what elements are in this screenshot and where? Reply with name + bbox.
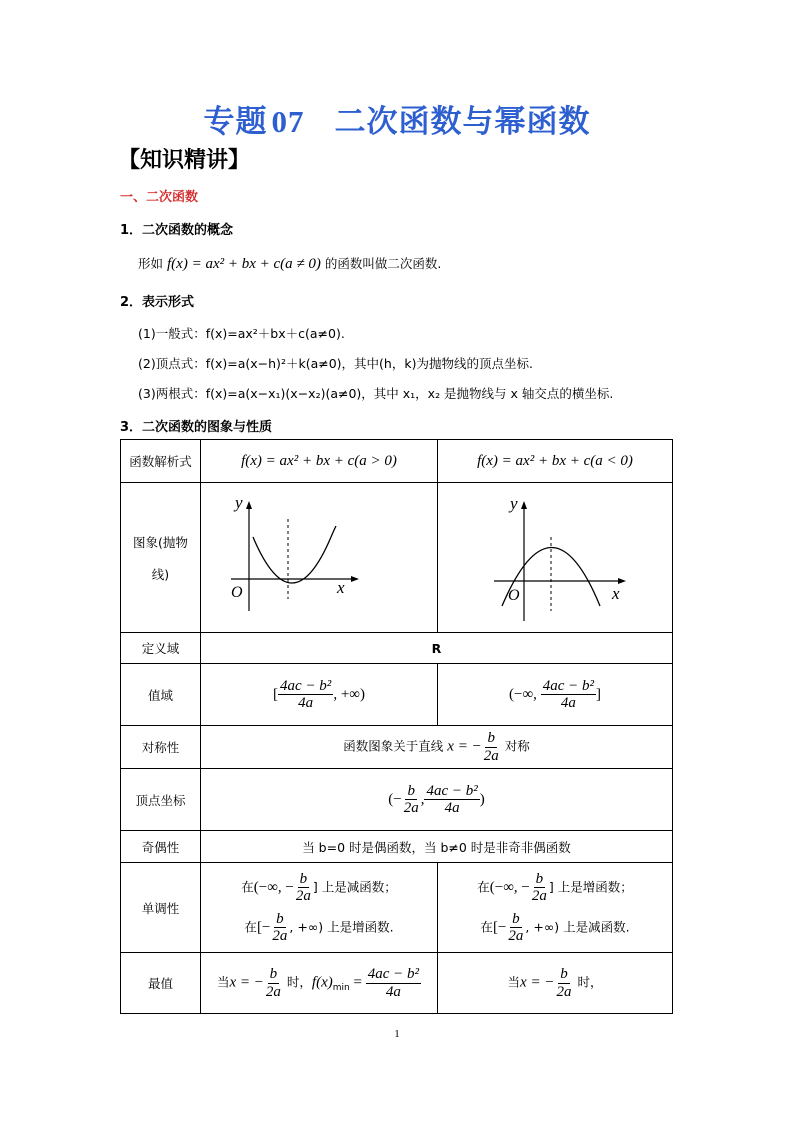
properties-table <box>120 439 673 1014</box>
func-neg: f(x) = ax² + bx + c(a < 0) <box>438 440 673 483</box>
domain-value: R <box>201 633 673 664</box>
page-title: 专题 07 二次函数与幂函数 <box>203 104 591 140</box>
row-label: 单调性 <box>121 863 201 953</box>
extreme-neg: 当x = − $\frac{b}{2a}$ 时， <box>438 953 673 1014</box>
parabola-up-graph <box>201 483 437 629</box>
heading-properties: 3．二次函数的图象与性质 <box>120 420 273 435</box>
parity-value: 当 b=0 时是偶函数，当 b≠0 时是非奇非偶函数 <box>201 831 673 863</box>
row-label: 奇偶性 <box>121 831 201 863</box>
range-neg: (−∞, $\frac{\text{4ac − b²}}{4a}$ ] <box>438 664 673 726</box>
table-row <box>121 633 673 664</box>
vertex-value: (− $\frac{b}{2a}$ , $\frac{\text{4ac − b²}}{4a}$ ) <box>201 769 673 831</box>
concept-text: 形如 f(x) = ax² + bx + c(a ≠ 0) 的函数叫做二次函数. <box>138 256 442 272</box>
part-heading: 一、二次函数 <box>120 190 199 205</box>
graph-pos-cell <box>201 483 438 633</box>
symmetry-value: 函数图象关于直线 x = − $\frac{b}{2a}$ 对称 <box>201 726 673 769</box>
parabola-down-graph <box>438 483 672 629</box>
row-label: 顶点坐标 <box>121 769 201 831</box>
row-label: 图象(抛物 线) <box>121 483 201 633</box>
row-label: 定义域 <box>121 633 201 664</box>
svg-text:O: O <box>231 584 243 601</box>
range-pos: [ $\frac{\text{4ac − b²}}{4a}$ , +∞) <box>201 664 438 726</box>
table-row <box>121 664 673 726</box>
heading-concept: 1．二次函数的概念 <box>120 223 234 238</box>
form-general: (1)一般式：f(x)=ax²＋bx＋c(a≠0). <box>138 326 345 341</box>
svg-text:O: O <box>508 587 520 604</box>
graph-neg-cell <box>438 483 673 633</box>
heading-forms: 2．表示形式 <box>120 295 195 310</box>
row-label: 对称性 <box>121 726 201 769</box>
svg-text:y: y <box>235 493 243 512</box>
svg-text:x: x <box>337 578 345 597</box>
table-row <box>121 953 673 1014</box>
page-number: 1 <box>394 1028 400 1040</box>
extreme-pos: 当x = − $\frac{b}{2a}$ 时，$f(x)_{min}$ = $\frac{\text{4ac − b²}}{4a}$ <box>201 953 438 1014</box>
row-label: 函数解析式 <box>121 440 201 483</box>
row-label: 值域 <box>121 664 201 726</box>
table-row <box>121 863 673 953</box>
mono-neg: 在(−∞, − $\frac{b}{2a}$ ] 上是增函数； 在[− $\frac{b}{2a}$ , +∞) 上是减函数. <box>438 863 673 953</box>
svg-text:x: x <box>612 584 620 603</box>
table-row <box>121 769 673 831</box>
mono-pos: 在(−∞, − $\frac{b}{2a}$ ] 上是减函数； 在[− $\frac{b}{2a}$ , +∞) 上是增函数. <box>201 863 438 953</box>
section-heading: 【知识精讲】 <box>118 148 251 173</box>
table-row <box>121 831 673 863</box>
table-row <box>121 483 673 633</box>
form-roots: (3)两根式：f(x)=a(x−x₁)(x−x₂)(a≠0)，其中 x₁，x₂ 是抛物线与 x 轴交点的横坐标. <box>138 386 614 401</box>
svg-text:y: y <box>510 494 518 513</box>
form-vertex: (2)顶点式：f(x)=a(x−h)²＋k(a≠0)，其中(h，k)为抛物线的顶点坐标. <box>138 356 533 371</box>
table-row <box>121 440 673 483</box>
row-label: 最值 <box>121 953 201 1014</box>
func-pos: f(x) = ax² + bx + c(a > 0) <box>201 440 438 483</box>
table-row <box>121 726 673 769</box>
